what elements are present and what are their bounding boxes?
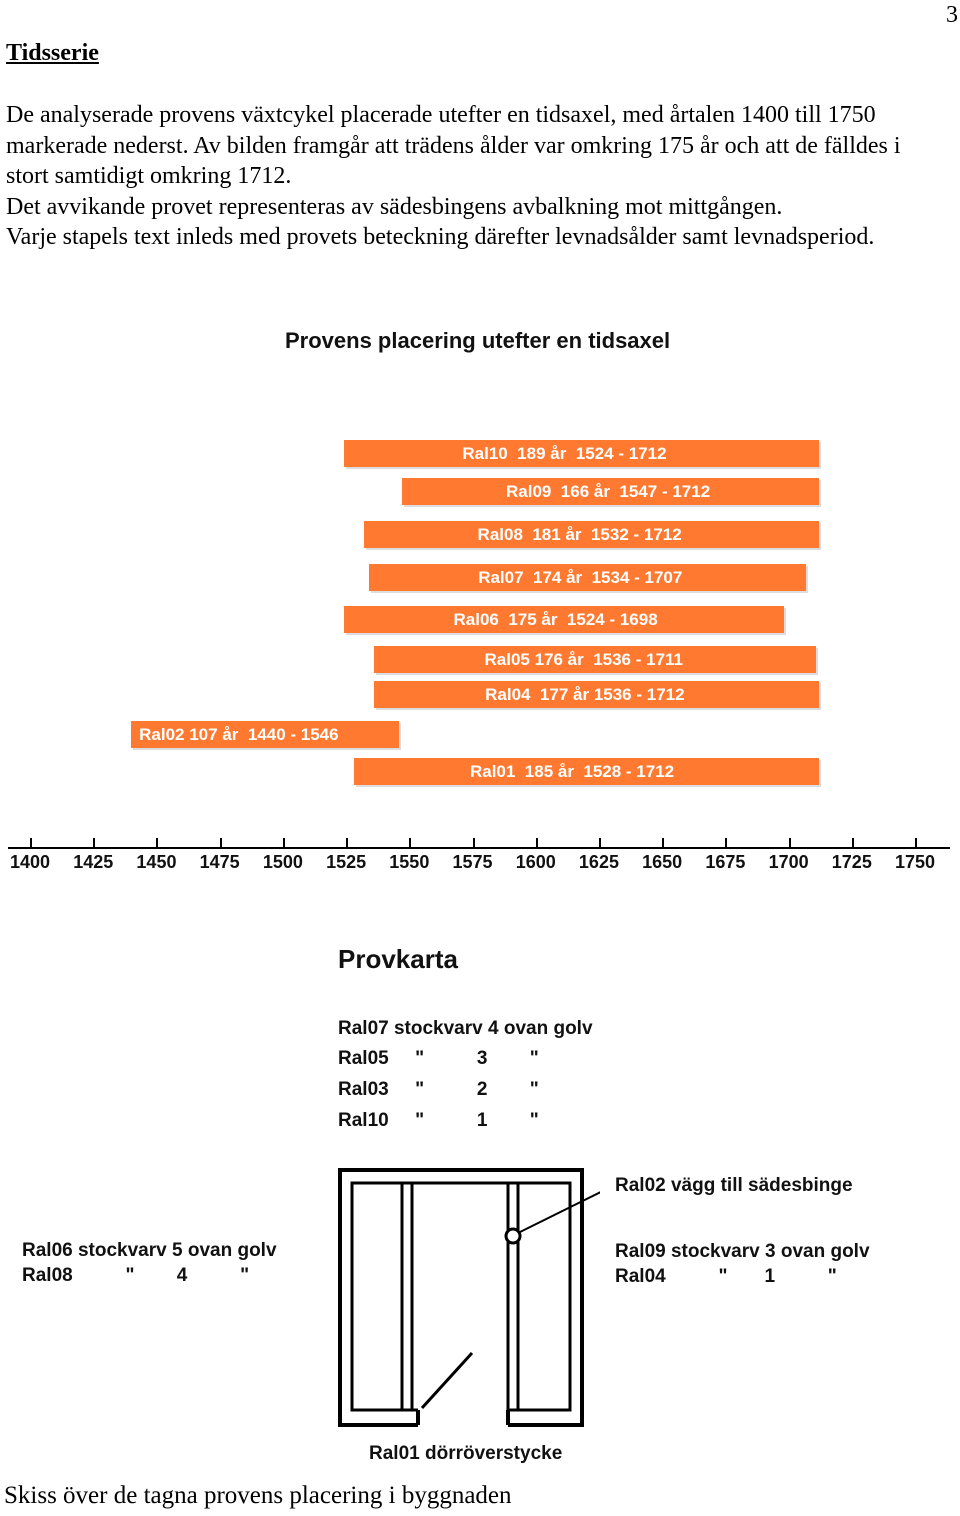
axis-tick (536, 838, 538, 848)
axis-tick-label: 1700 (768, 852, 809, 872)
axis-tick-label: 1750 (895, 852, 936, 872)
axis-tick (283, 838, 285, 848)
legend-line: Ral05 " 3 " (338, 1048, 539, 1069)
axis-tick (409, 838, 411, 848)
left-label: Ral06 stockvarv 5 ovan golv (22, 1240, 277, 1261)
axis-tick (156, 838, 158, 848)
axis-tick-label: 1650 (642, 852, 683, 872)
intro-text (6, 100, 946, 253)
timeline-bar: Ral09 166 år 1547 - 1712 (402, 478, 819, 505)
axis-tick (599, 838, 601, 848)
timeline-bar: Ral04 177 år 1536 - 1712 (374, 681, 819, 708)
legend-line: Ral03 " 2 " (338, 1079, 539, 1100)
intro-paragraph-3: Varje stapels text inleds med provets beteckning därefter levnadsålder samt levnadsperiod. (6, 224, 875, 250)
axis-tick-label: 1550 (389, 852, 430, 872)
page-number: 3 (946, 2, 958, 28)
timeline-bar: Ral05 176 år 1536 - 1711 (374, 646, 817, 673)
axis-tick (789, 838, 791, 848)
axis-tick-label: 1450 (136, 852, 177, 872)
pointer-line (520, 1185, 600, 1232)
axis-tick (220, 838, 222, 848)
right-label: Ral04 " 1 " (615, 1266, 837, 1287)
axis-tick (346, 838, 348, 848)
figure-caption: Skiss över de tagna provens placering i byggnaden (4, 1482, 512, 1509)
timeline-bar: Ral02 107 år 1440 - 1546 (131, 721, 399, 748)
timeline-bar: Ral06 175 år 1524 - 1698 (344, 606, 784, 633)
sample-marker (506, 1229, 520, 1243)
axis-tick (30, 838, 32, 848)
axis-tick-label: 1500 (262, 852, 303, 872)
wall-label: Ral02 vägg till sädesbinge (615, 1175, 853, 1196)
timeline-bar: Ral01 185 år 1528 - 1712 (354, 758, 819, 785)
axis-tick-label: 1575 (452, 852, 493, 872)
intro-paragraph-1: De analyserade provens växtcykel placerade utefter en tidsaxel, med årtalen 1400 till 1750 markerade nederst. Av bilden framgår att trädens ålder var omkring 175 år och att de fälldes i stort samtidigt omkring 1712. (6, 102, 901, 189)
axis-tick-label: 1625 (578, 852, 619, 872)
timeline-bar: Ral08 181 år 1532 - 1712 (364, 521, 819, 548)
timeline-bar: Ral07 174 år 1534 - 1707 (369, 564, 806, 591)
chart-title: Provens placering utefter en tidsaxel (285, 328, 671, 353)
axis-tick-label: 1400 (10, 852, 51, 872)
axis-tick (852, 838, 854, 848)
axis-tick-label: 1425 (73, 852, 114, 872)
section-heading: Tidsserie (6, 40, 99, 66)
timeline-bar: Ral10 189 år 1524 - 1712 (344, 440, 819, 467)
axis-tick-label: 1725 (831, 852, 872, 872)
door-label: Ral01 dörröverstycke (369, 1443, 563, 1464)
inner-wall (352, 1183, 570, 1410)
left-label: Ral08 " 4 " (22, 1265, 250, 1286)
axis-tick (915, 838, 917, 848)
legend-line: Ral07 stockvarv 4 ovan golv (338, 1018, 593, 1039)
axis-tick (662, 838, 664, 848)
axis-tick (725, 838, 727, 848)
axis-tick-label: 1525 (326, 852, 367, 872)
intro-paragraph-2: Det avvikande provet representeras av sädesbingens avbalkning mot mittgången. (6, 193, 783, 220)
floor-plan-sketch (330, 1160, 600, 1435)
axis-tick (93, 838, 95, 848)
door-line (422, 1353, 472, 1408)
right-label: Ral09 stockvarv 3 ovan golv (615, 1241, 870, 1262)
legend-line: Ral10 " 1 " (338, 1110, 539, 1131)
axis-tick (473, 838, 475, 848)
outer-wall (340, 1170, 582, 1425)
axis-tick-label: 1475 (199, 852, 240, 872)
axis-tick-label: 1675 (705, 852, 746, 872)
axis-tick-label: 1600 (515, 852, 556, 872)
provkarta-title: Provkarta (338, 944, 458, 974)
